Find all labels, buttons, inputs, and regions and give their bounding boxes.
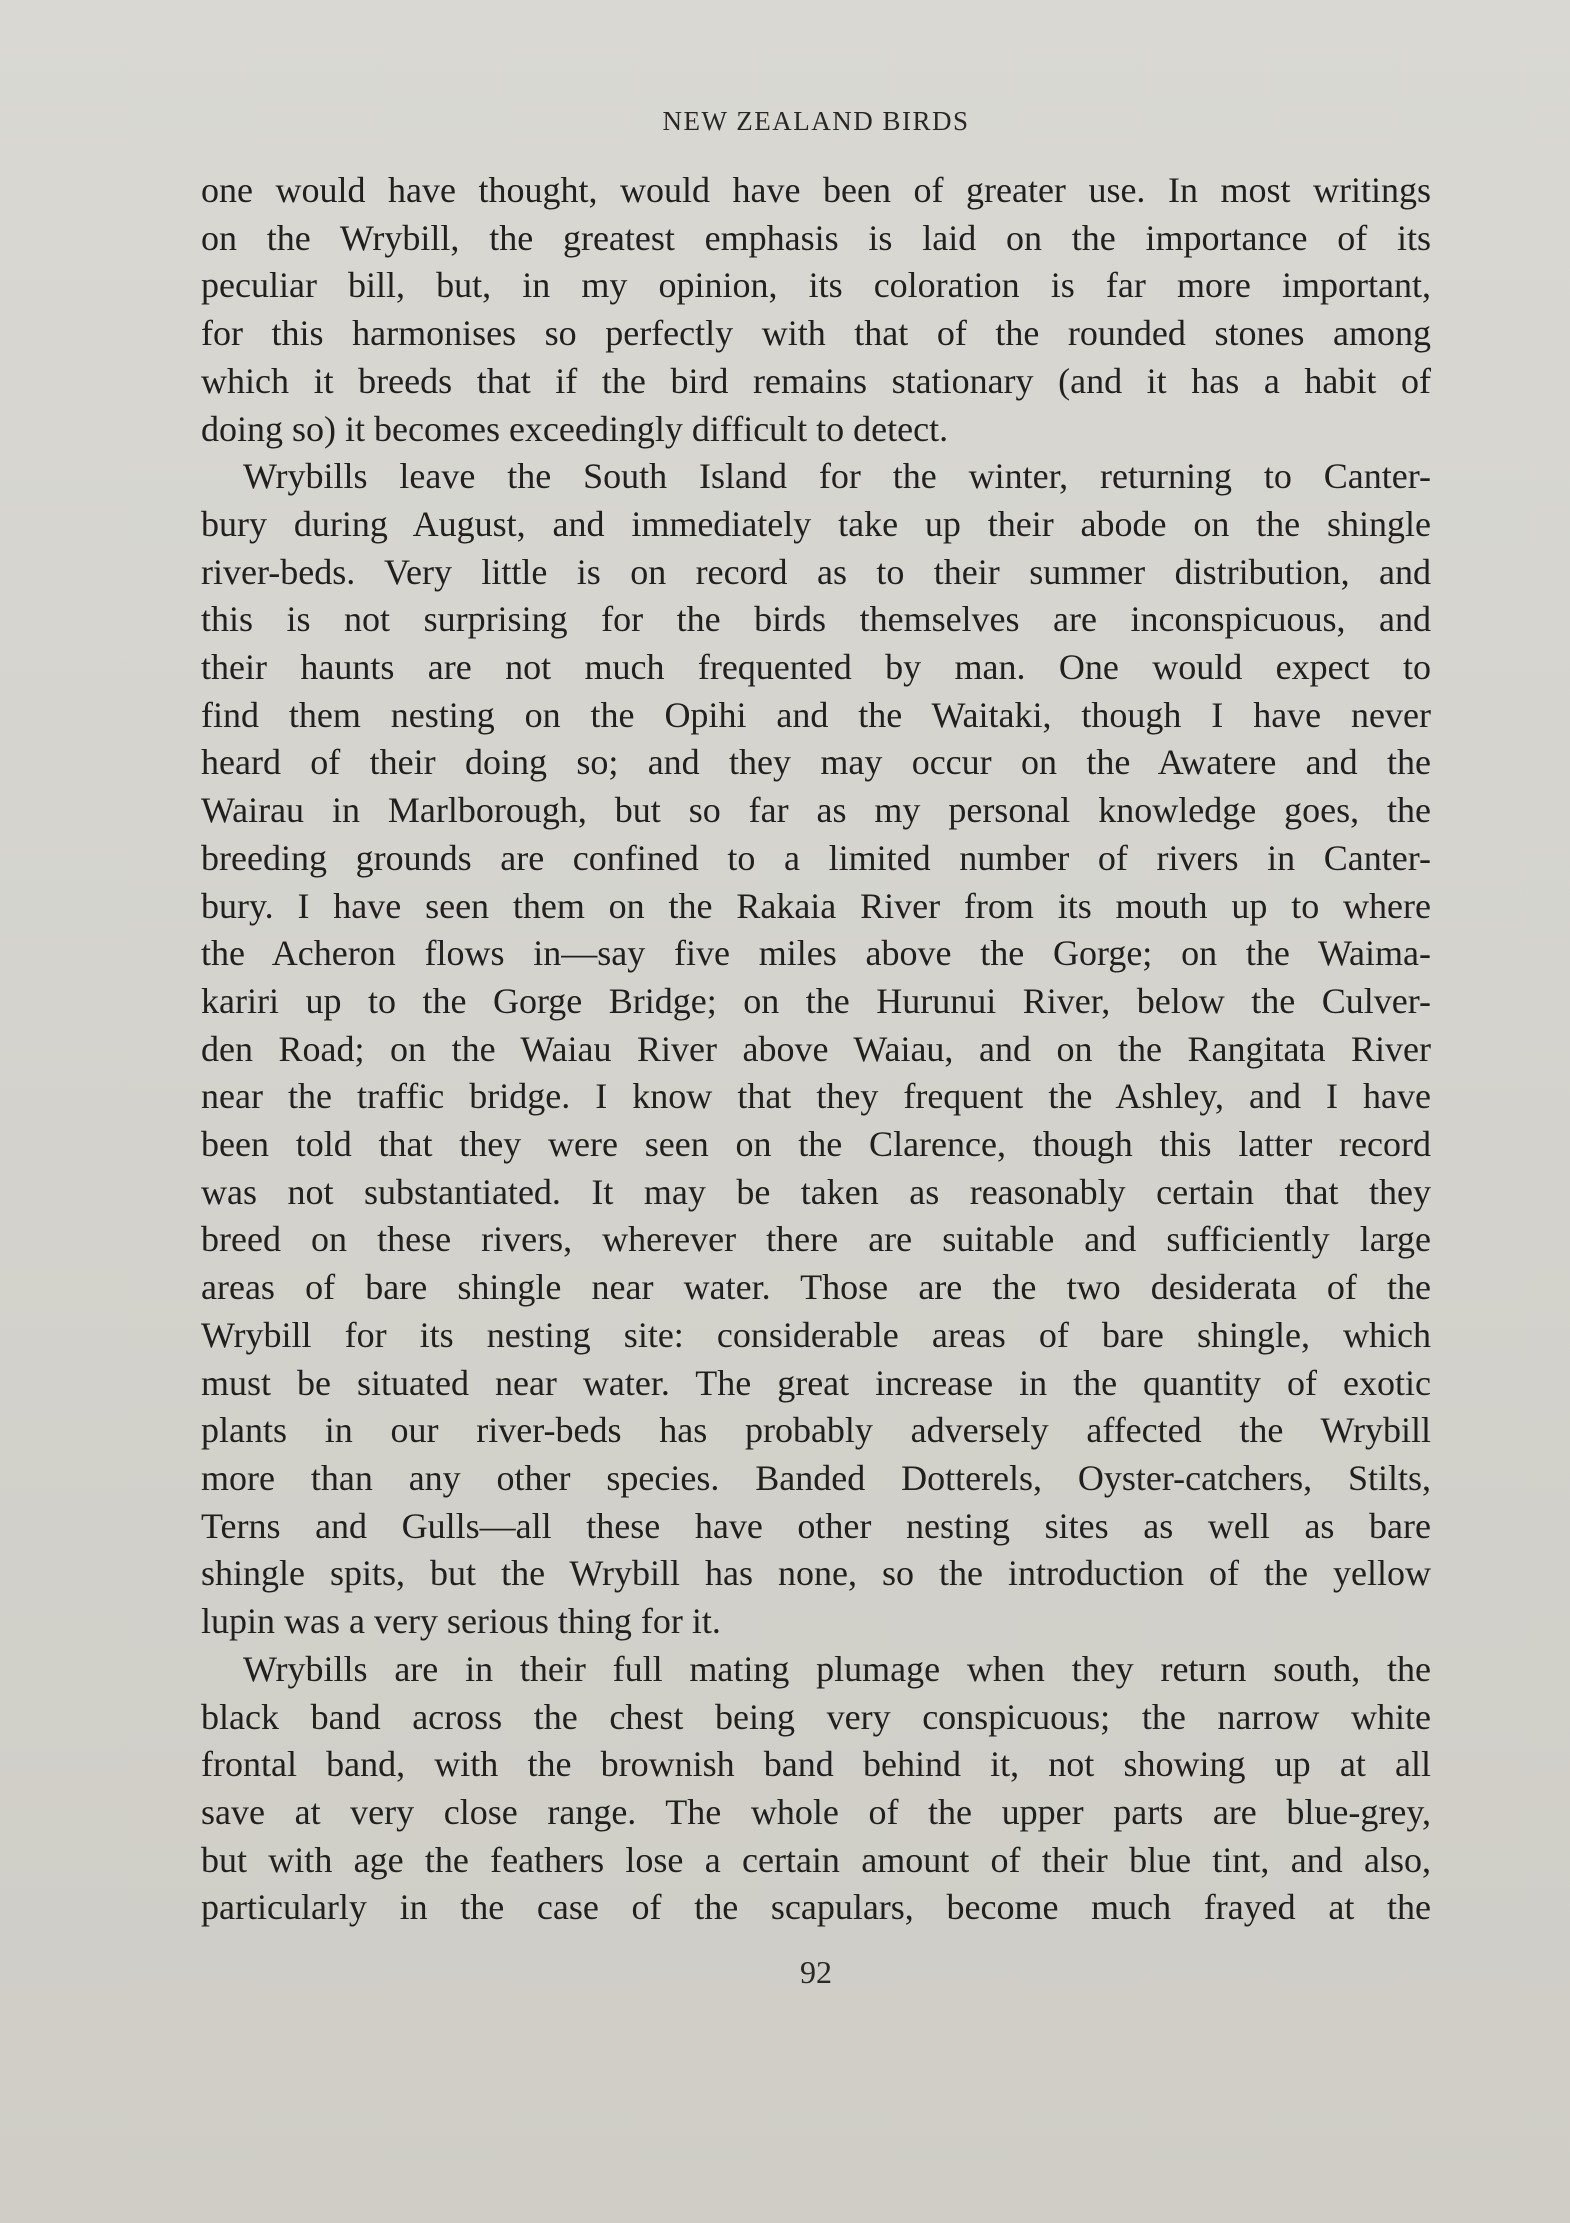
text-line: den Road; on the Waiau River above Waiau, and on the Rangitata River bbox=[201, 1028, 1431, 1069]
text-line: Wrybills leave the South Island for the winter, returning to Canter- bbox=[243, 456, 1431, 497]
text-line: must be situated near water. The great increase in the quantity of exotic bbox=[201, 1362, 1431, 1403]
paragraph-3 bbox=[201, 1646, 1431, 1932]
text-line: plants in our river-beds has probably adversely affected the Wrybill bbox=[201, 1410, 1431, 1451]
text-line: breeding grounds are confined to a limited number of rivers in Canter- bbox=[201, 837, 1431, 878]
text-line: was not substantiated. It may be taken as reasonably certain that they bbox=[201, 1171, 1431, 1212]
text-line: find them nesting on the Opihi and the Waitaki, though I have never bbox=[201, 694, 1431, 735]
text-line: their haunts are not much frequented by man. One would expect to bbox=[201, 647, 1431, 688]
body-text bbox=[201, 167, 1431, 1932]
text-line: for this harmonises so perfectly with that of the rounded stones among bbox=[201, 313, 1431, 354]
text-line: the Acheron flows in—say five miles above the Gorge; on the Waima- bbox=[201, 933, 1431, 974]
text-line: kariri up to the Gorge Bridge; on the Hurunui River, below the Culver- bbox=[201, 980, 1431, 1021]
text-line: but with age the feathers lose a certain amount of their blue tint, and also, bbox=[201, 1839, 1431, 1880]
text-line: which it breeds that if the bird remains stationary (and it has a habit of bbox=[201, 360, 1431, 401]
text-line: areas of bare shingle near water. Those are the two desiderata of the bbox=[201, 1267, 1431, 1308]
text-line: heard of their doing so; and they may occur on the Awatere and the bbox=[201, 742, 1431, 783]
text-line: black band across the chest being very conspicuous; the narrow white bbox=[201, 1696, 1431, 1737]
text-line: particularly in the case of the scapulars, become much frayed at the bbox=[201, 1887, 1431, 1928]
text-line: bury. I have seen them on the Rakaia River from its mouth up to where bbox=[201, 885, 1431, 926]
text-line: one would have thought, would have been of greater use. In most writings bbox=[201, 170, 1431, 210]
text-line: bury during August, and immediately take up their abode on the shingle bbox=[201, 503, 1431, 544]
text-line: this is not surprising for the birds themselves are inconspicuous, and bbox=[201, 599, 1431, 640]
text-line: breed on these rivers, wherever there are suitable and sufficiently large bbox=[201, 1219, 1431, 1260]
text-line: peculiar bill, but, in my opinion, its coloration is far more important, bbox=[201, 265, 1431, 306]
text-line: save at very close range. The whole of the upper parts are blue-grey, bbox=[201, 1791, 1431, 1832]
text-line: frontal band, with the brownish band behind it, not showing up at all bbox=[201, 1744, 1431, 1785]
text-line: shingle spits, but the Wrybill has none, so the introduction of the yellow bbox=[201, 1553, 1431, 1594]
text-line: Wairau in Marlborough, but so far as my personal knowledge goes, the bbox=[201, 790, 1431, 831]
paragraph-2 bbox=[201, 453, 1431, 1646]
text-line: on the Wrybill, the greatest emphasis is laid on the importance of its bbox=[201, 217, 1431, 258]
page-number: 92 bbox=[800, 1954, 832, 1990]
text-line: Wrybills are in their full mating plumage when they return south, the bbox=[243, 1648, 1431, 1689]
text-line: doing so) it becomes exceedingly difficult to detect. bbox=[201, 408, 949, 449]
text-line: Terns and Gulls—all these have other nesting sites as well as bare bbox=[201, 1505, 1431, 1546]
text-line: more than any other species. Banded Dotterels, Oyster-catchers, Stilts, bbox=[201, 1457, 1431, 1498]
text-line: been told that they were seen on the Clarence, though this latter record bbox=[201, 1124, 1431, 1165]
paragraph-1 bbox=[201, 167, 1431, 453]
text-line: near the traffic bridge. I know that they frequent the Ashley, and I have bbox=[201, 1076, 1431, 1117]
text-line: Wrybill for its nesting site: considerable areas of bare shingle, which bbox=[201, 1314, 1431, 1355]
running-head: NEW ZEALAND BIRDS bbox=[662, 106, 970, 136]
text-line: lupin was a very serious thing for it. bbox=[201, 1601, 721, 1642]
text-line: river-beds. Very little is on record as to their summer distribution, and bbox=[201, 551, 1431, 592]
